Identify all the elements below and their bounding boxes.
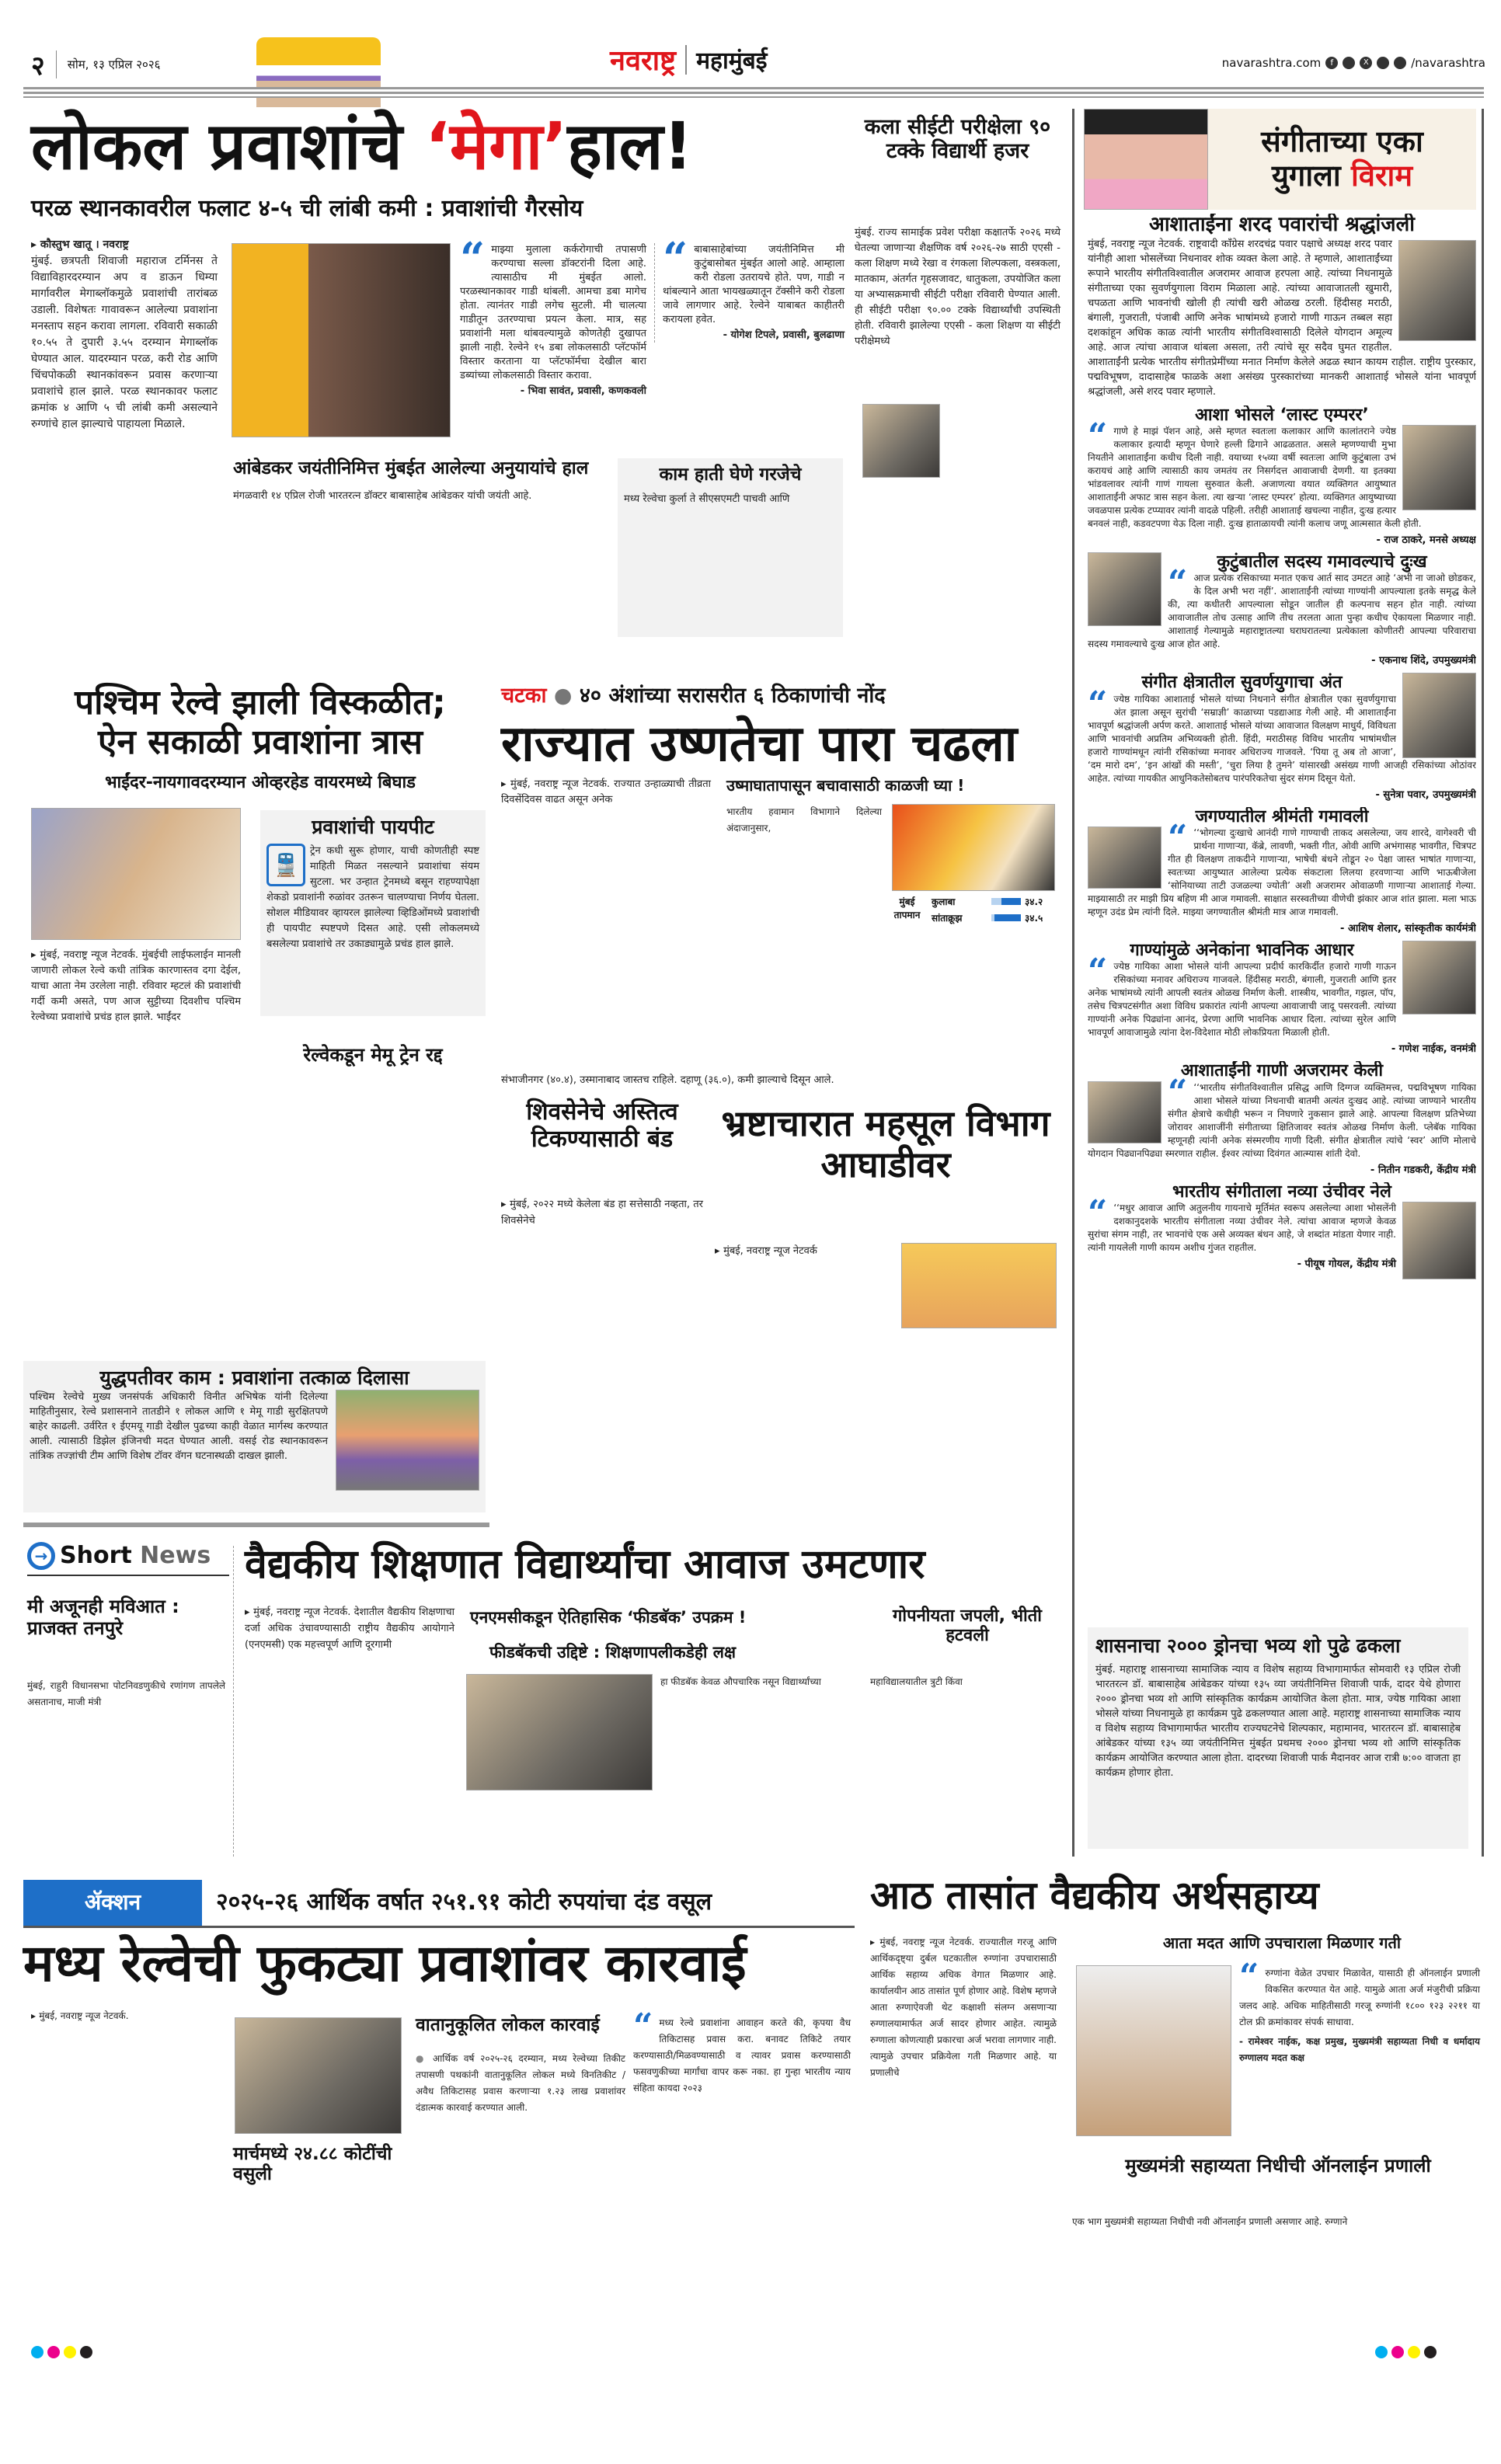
- quote-text: माझ्या मुलाला कर्करोगाची तपासणी करण्याचा सल्ला डॉक्टरांनी दिला आहे. त्यासाठीच मी मुंबईत आलो. परळस्थानकावर गाडी थांबली. आमचा डबा मागेच होता. त्यानंतर गाडी लगेच सुटली. मी चालत्या गाडीतून उतरण्याचा प्रयत्न केला. मात्र, सह प्रवाशांनी मला थांबवल्यामुळे कोणतेही दुखापत झाली नाही. रेल्वेने १५ डबा लोकलसाठी प्लॅटफॉर्म विस्तार करताना या प्लॅटफॉर्मचा देखील बारा डब्यांच्या लोकलसाठी विस्तार करावा.: [460, 244, 646, 381]
- site-url[interactable]: navarashtra.com: [1221, 56, 1322, 70]
- headline-line: पश्चिम रेल्वे झाली विस्कळीत;: [75, 683, 446, 722]
- body-text: मुंबई, नवराष्ट्र न्यूज नेटवर्क. देशातील वैद्यकीय शिक्षणाचा दर्जा अधिक उंचावण्यासाठी राष्ट्रीय वैद्यकीय आयोगाने (एनएमसी) एक महत्त्वपूर्ण आणि दूरगामी: [245, 1606, 454, 1651]
- western-railway-headline: [31, 684, 489, 762]
- tribute-title: भारतीय संगीताला नव्या उंचीवर नेले: [1172, 1182, 1391, 1202]
- box-title: प्रवाशांची पायपीट: [312, 816, 434, 838]
- quote-icon: “: [663, 233, 688, 284]
- thermometer-heat-photo: [892, 804, 1055, 891]
- asha-bhosle-photo: [1084, 109, 1208, 210]
- temperature-row: [932, 895, 1060, 908]
- temperature-bar-fill: [994, 914, 1021, 921]
- need-work-body: मध्य रेल्वेचा कुर्ला ते सीएसएमटी पाचवी आणि: [624, 493, 790, 506]
- quote-text: रुग्णांना वेळेत उपचार मिळावेत, यासाठी ही ऑनलाईन प्रणाली विकसित करण्यात येत आहे. यामुळे आता अर्ज मंजुरीची प्रक्रिया जलद आहे. अधिक माहितीसाठी गरजू रुग्णांनी १८०० १२३ २२११ या टोल फ्री क्रमांकावर संपर्क साधावा.: [1239, 1968, 1480, 2027]
- drone-show-box: [1088, 1627, 1468, 1849]
- short-news-label-b: News: [140, 1541, 211, 1569]
- quote-icon: “: [633, 2006, 653, 2046]
- quote-icon: “: [1168, 563, 1188, 604]
- short-news-body: मुंबई, राहुरी विधानसभा पोटनिवडणुकीचे रणांगण तापलेले असतानाच, माजी मंत्री: [27, 1680, 225, 1707]
- medical-headline: वैद्यकीय शिक्षणात विद्यार्थ्यांचा आवाज उमटणार: [245, 1541, 925, 1588]
- tribute-section: [1088, 405, 1476, 546]
- tribute-title: कुटुंबातील सदस्य गमावल्याचे दुःख: [1217, 552, 1427, 572]
- lead-headline-part: लोकल प्रवाशांचे: [31, 108, 426, 184]
- site-info: [1222, 56, 1485, 70]
- masthead-logo: [610, 40, 768, 78]
- x-icon[interactable]: X: [1360, 57, 1372, 69]
- linkedin-icon[interactable]: [1394, 57, 1406, 69]
- registration-dot: [1424, 2346, 1437, 2358]
- byline-text: कौस्तुभ खातू । नवराष्ट्र: [40, 238, 129, 251]
- ticket-checkers-photo: [235, 2017, 402, 2134]
- action-kicker: २०२५-२६ आर्थिक वर्षात २५१.९१ कोटी रुपयांचा दंड वसूल: [216, 1888, 712, 1916]
- logo-text: नवराष्ट्र: [610, 45, 677, 77]
- tribute-attribution: - सुनेत्रा पवार, उपमुख्यमंत्री: [1375, 788, 1476, 801]
- quote-attribution: - रामेश्वर नाईक, कक्ष प्रमुख, मुख्यमंत्री सहाय्यता निधी व धर्मादाय रुग्णालय मदत कक्ष: [1239, 2036, 1480, 2063]
- place-name: कुलाबा: [932, 896, 956, 907]
- ganesh-naik-photo: [1402, 941, 1476, 1014]
- short-news-headline: मी अजूनही मविआत : प्राजक्त तनपुरे: [27, 1596, 179, 1639]
- tribute-title: आशा भोसले ‘लास्ट एम्परर’: [1195, 405, 1369, 425]
- action-tag: ॲक्शन: [23, 1880, 202, 1927]
- edition-name: महामुंबई: [696, 47, 768, 75]
- tribute-section: [1088, 941, 1476, 1055]
- youtube-icon[interactable]: [1377, 57, 1389, 69]
- tribute-attribution: - आशिष शेलार, सांस्कृतीक कार्यमंत्री: [1340, 923, 1476, 935]
- need-work-box: [618, 458, 843, 637]
- tribute-attribution: - राज ठाकरे, मनसे अध्यक्ष: [1376, 534, 1476, 547]
- tribute-banner-line: संगीताच्या एका: [1261, 124, 1423, 159]
- medical-body: महाविद्यालयातील त्रुटी किंवा: [870, 1676, 963, 1687]
- ac-local-body: ● आर्थिक वर्ष २०२५-२६ दरम्यान, मध्य रेल्वेच्या तिकीट तपासणी पथकांनी वातानुकूलित लोकल मध्ये विनतिकीट / अवैध तिकिटासह प्रवास करणाऱ्या १.२३ लाख प्रवाशांवर दंडात्मक कारवाई करण्यात आली.: [416, 2053, 625, 2113]
- nitin-gadkari-photo: [1088, 1081, 1161, 1143]
- quote-icon: “: [1168, 818, 1188, 858]
- body-text: मुंबई, २०२२ मध्ये केलेला बंड हा सत्तेसाठी नव्हता, तर शिवसेनेचे: [501, 1199, 703, 1227]
- western-railway-body: ▸ मुंबई, नवराष्ट्र न्यूज नेटवर्क. मुंबईची लाईफलाईन मानली जाणारी लोकल रेल्वे कधी तांत्रिक कारणास्तव दगा देईल, याचा आता नेम उरलेला नाही. रविवार म्हटलं की प्रवाशांची गर्दी कमी असते, पण आज सुट्टीच्या दिवशीच पश्चिम रेल्वेच्या प्रवाशांचे प्रचंड हाल झाले. भाईंदर: [31, 949, 241, 1023]
- ac-local-subhead: वातानुकूलित लोकल कारवाई: [416, 2015, 600, 2035]
- medical-aid-quote: [1239, 1957, 1480, 2066]
- tribute-banner-highlight: विराम: [1351, 158, 1413, 193]
- lead-headline: [31, 109, 693, 184]
- page-info: [31, 47, 160, 82]
- body-text: मुंबई, नवराष्ट्र न्यूज नेटवर्क. राज्यातील गरजू आणि आर्थिकदृष्ट्या दुर्बल घटकातील रुग्णांना उपचारासाठी आर्थिक सहाय्य अधिक वेगात मिळणार आहे. कार्यालयीन आठ तासांत पूर्ण होणार आहे. विशेष म्हणजे आता रुग्णाऐवजी थेट कक्षाशी संलग्न असणाऱ्या रुग्णालयामार्फत अर्ज सादर होणार आहेत. त्यामुळे रुग्णाला कोणत्याही प्रकारचा अर्ज भरावा लागणार नाही. त्यामुळे उपचार प्रक्रियेला गती मिळणार आहे. या प्रणालीचे: [870, 1937, 1057, 2078]
- print-registration-dots: [31, 2346, 96, 2361]
- medical-students-photo: [466, 1674, 653, 1791]
- tribute-title: आशाताईंना शरद पवारांची श्रद्धांजली: [1149, 214, 1415, 236]
- quote-text: बाबासाहेबांच्या जयंतीनिमित्त मी कुटुंबासोबत मुंबईत आलो आहे. आम्हाला करी रोडला उतरायचे होते. पण, गाडी न थांबल्याने आता भायखळ्यातून टॅक्सीने करी रोडला जावे लागणार आहे. रेल्वेने याबाबत काहीतरी करायला हवेत.: [663, 244, 845, 325]
- heat-body: ▸ मुंबई, नवराष्ट्र न्यूज नेटवर्क. राज्यात उन्हाळ्याची तीव्रता दिवसेंदिवस वाढत असून अनेक: [501, 778, 711, 806]
- place-name: सांताक्रूझ: [932, 913, 963, 924]
- tribute-sections: [1088, 214, 1476, 1286]
- action-body: ▸ मुंबई, नवराष्ट्र न्यूज नेटवर्क.: [31, 2010, 129, 2021]
- temperature-bar-fill: [1001, 898, 1021, 905]
- train-icon: 🚆: [266, 844, 305, 886]
- quote-icon: “: [1088, 684, 1108, 724]
- bribe-cartoon: [901, 1243, 1057, 1328]
- body-text: मुंबई, नवराष्ट्र न्यूज नेटवर्क. राज्यात उन्हाळ्याची तीव्रता दिवसेंदिवस वाढत असून अनेक: [501, 778, 711, 806]
- temperature-row: [932, 911, 1060, 924]
- registration-dot: [80, 2346, 92, 2358]
- war-footing-box: [23, 1361, 486, 1512]
- tribute-title: जगण्यातील श्रीमंती गमावली: [1195, 806, 1369, 827]
- walking-passengers-box: [260, 810, 486, 1016]
- page-number: २: [31, 50, 45, 82]
- tribute-section: [1088, 1182, 1476, 1279]
- section-rule: [23, 1523, 489, 1527]
- headline-line: ऐन सकाळी प्रवाशांना त्रास: [98, 722, 423, 762]
- body-text: मुंबई, नवराष्ट्र न्यूज नेटवर्क.: [39, 2010, 129, 2021]
- medical-subhead: एनएमसीकडून ऐतिहासिक ‘फीडबॅक’ उपक्रम !: [470, 1608, 747, 1627]
- shivsena-headline: शिवसेनेचे अस्तित्व टिकण्यासाठी बंड: [526, 1098, 678, 1153]
- masthead-rule: [23, 87, 1484, 98]
- registration-dot: [47, 2346, 60, 2358]
- tribute-text: ‘‘भारतीय संगीतविश्वातील प्रसिद्ध आणि दिग्गज व्यक्तिमत्त्व, पद्मविभूषण गायिका आशा भोसले यांच्या निधनाची बातमी अत्यंत दुःखद आहे. त्यांच्या जाण्याने भारतीय संगीत क्षेत्राचे कधीही भरून न निघणारे नुकसान झाले आहे. आपल्या विलक्षण प्रतिभेच्या जोरावर आशाजींनी संगीताच्या क्षितिजावर स्वतंत्र ओळख निर्माण केली. प्लेबॅक गायिका म्हणूनही त्यांनी अनेक संस्मरणीय गाणी दिली. संगीत क्षेत्रातील त्यांचे ‘स्वर’ आणि मोलाचे योगदान पिढ्यानपिढ्या स्मरणात राहील. ईश्वर त्यांच्या दिवंगत आत्म्यास शांती देवो.: [1088, 1081, 1476, 1159]
- tribute-attribution: - पीयूष गोयल, केंद्रीय मंत्री: [1297, 1258, 1396, 1270]
- issue-date: सोम, १३ एप्रिल २०२६: [67, 57, 161, 71]
- lead-quote-1: [460, 233, 646, 398]
- tribute-section: [1088, 214, 1476, 399]
- corruption-headline: भ्रष्टाचारात महसूल विभाग आघाडीवर: [721, 1102, 1050, 1185]
- heatstroke-subhead: उष्माघातापासून बचावासाठी काळजी घ्या !: [726, 776, 965, 795]
- lead-headline-part: हाल!: [567, 108, 693, 184]
- cm-relief-body: एक भाग मुख्यमंत्री सहाय्यता निधीची नवी ऑनलाईन प्रणाली असणार आहे. रुग्णाने: [1072, 2216, 1348, 2227]
- temp-label: तापमान: [893, 910, 921, 921]
- tribute-section: [1088, 807, 1476, 934]
- tribute-attribution: - नितीन गडकरी, केंद्रीय मंत्री: [1370, 1164, 1476, 1176]
- sunetra-pawar-photo: [1402, 673, 1476, 758]
- tribute-text: गाणे हे माझं पॅशन आहे, असे म्हणत स्वतःला कलाकार आणि कालांतराने ज्येष्ठ कलाकार इत्यादी म्हणून घेणारे हल्ली ढिगाने आढळतात. असले म्हणण्याची मुभा नियतीने आशाताईंना कधीच दिली नाही. वयाच्या १५व्या वर्षी स्वतःला आणि कुटुंबाला उभं करायचं आहे आणि त्यासाठी काय जमतंय तर निसर्गदत्त आवाजाची देणगी. या इतक्या भांडवलावर त्यांनी गाणं गायला सुरुवात केली. अजाणत्या वयात व्यक्तिगत आयुष्यात आशाताईंनी अफाट त्रास सहन केला. त्या खऱ्या ‘लास्ट एम्परर’ होत्या. व्यक्तिगत आयुष्याच्या जवळपास प्रत्येक टप्प्यावर त्यांनी वादळे पहिली. तरीही आशाताई खचल्या नाहीत, दुःख हत्यार बनवलं नाही, कडवटपणा येऊ दिला नाही. दुःख हाताळायची त्यांनी कलाच जणू आत्मसात केली होती.: [1088, 426, 1422, 530]
- lead-body: [31, 237, 218, 433]
- body-text: मुंबई, नवराष्ट्र न्यूज नेटवर्क. मुंबईची लाईफलाईन मानली जाणारी लोकल रेल्वे कधी तांत्रिक कारणास्तव दगा देईल, याचा आता नेम उरलेला नाही. रविवार म्हटलं की प्रवाशांची गर्दी कमी असते, पण आज सुट्टीच्या दिवशीच पश्चिम रेल्वेच्या प्रवाशांचे प्रचंड हाल झाले. भाईंदर: [31, 949, 241, 1023]
- kicker-label: चटका: [501, 684, 547, 708]
- sharad-pawar-photo: [1398, 240, 1476, 341]
- drone-body: मुंबई. महाराष्ट्र शासनाच्या सामाजिक न्याय व विशेष सहाय्य विभागामार्फत सोमवारी १३ एप्रिल रोजी भारतरत्न डॉ. बाबासाहेब आंबेडकर यांच्या १३५ व्या जयंतीनिमित्त शिवाजी पार्क, दादर येथे होणारा २००० ड्रोनचा भव्य शो आणि सांस्कृतिक कार्यक्रम आयोजित केला होता. मात्र, ज्येष्ठ गायिका आशा भोसले यांच्या निधनामुळे हा कार्यक्रम पुढे ढकलण्यात आला आहे. महाराष्ट्र शासनाच्या सामाजिक न्याय व विशेष सहाय्य विभागामार्फत भारतीय राज्यघटनेचे शिल्पकार, महामानव, भारतरत्न डॉ. बाबासाहेब आंबेडकर यांच्या १३५ व्या जयंतीनिमित्त मुंबईत प्रथमच २००० ड्रोनचा भव्य शो आणि सांस्कृतिक कार्यक्रम आयोजित करण्यात आला होता. दादरच्या शिवाजी पार्क मैदानवर आज रात्री ७:०० वाजता हा कार्यक्रम होणार होता.: [1095, 1663, 1461, 1779]
- quote-icon: “: [1239, 1957, 1259, 1996]
- quote-text: मध्य रेल्वे प्रवाशांना आवाहन करते की, कृपया वैध तिकिटासह प्रवास करा. बनावट तिकिटे तयार करण्यासाठी/मिळवण्यासाठी व त्यावर प्रवास करण्यासाठी फसवणुकीच्या मार्गांचा वापर करू नका. हा गुन्हा भारतीय न्याय संहिता कायदा २०२३: [633, 2017, 851, 2093]
- box-body: ट्रेन कधी सुरू होणार, याची कोणतीही स्पष्ट माहिती मिळत नसल्याने प्रवाशांचा संयम सुटला. भर उन्हात ट्रेनमध्ये बसून राहण्यापेक्षा शेकडो प्रवाशांनी रुळांवर उतरून चालण्याचा निर्णय घेतला. सोशल मीडियावर व्हायरल झालेल्या व्हिडिओंमध्ये प्रवाशांची ही पायपीट स्पष्टपणे दिसत आहे. एसी लोकलमध्ये बसलेल्या प्रवाशांचे तर उकाड्यामुळे प्रचंड हाल झाले.: [266, 844, 479, 950]
- lead-headline-highlight: ‘मेगा’: [425, 108, 568, 184]
- quote-icon: “: [1168, 1072, 1188, 1112]
- body-text: मुंबई, नवराष्ट्र न्यूज नेटवर्क: [723, 1245, 817, 1257]
- tribute-attribution: - गणेश नाईक, वनमंत्री: [1391, 1043, 1476, 1056]
- local-train-photo: [336, 1390, 479, 1491]
- piyush-goyal-photo: [1402, 1202, 1476, 1279]
- tribute-attribution: - एकनाथ शिंदे, उपमुख्यमंत्री: [1371, 655, 1476, 667]
- registration-dot: [31, 2346, 44, 2358]
- lead-body-text: मुंबई. छत्रपती शिवाजी महाराज टर्मिनस ते विद्याविहारदरम्यान अप व डाऊन धिम्या मार्गावरील मेगाब्लॉकमुळे प्रवाशांची तारांबळ उडाली. विशेषतः गावावरून आलेल्या प्रवाशांना मनस्ताप सहन करावा लागला. रविवारी सकाळी १०.५५ ते दुपारी ३.५५ दरम्यान मेगाब्लॉक घेण्यात आल. यादरम्यान परळ, करी रोड आणि चिंचपोकळी स्थानकांवरून प्रवास करणाऱ्या प्रवाशांचे हाल झाले. परळ स्थानकावर फलाट क्रमांक ४ आणि ५ ची लांबी कमी असल्याने रुग्णांचे हाल झाल्याचे पाहायला मिळाले.: [31, 255, 218, 430]
- drone-headline: शासनाचा २००० ड्रोनचा भव्य शो पुढे ढकला: [1095, 1634, 1401, 1657]
- corruption-body: ▸ मुंबई, नवराष्ट्र न्यूज नेटवर्क: [715, 1245, 817, 1257]
- raj-thackeray-photo: [1402, 425, 1476, 510]
- medical-subhead: गोपनीयता जपली, भीती हटवली: [893, 1606, 1042, 1646]
- tribute-section: [1088, 673, 1476, 800]
- column-divider: [233, 1546, 234, 1857]
- tribute-text: आज प्रत्येक रसिकाच्या मनात एकच आर्त साद उमटत आहे ‘अभी ना जाओ छोडकर, के दिल अभी भरा नहीं’. आशाताईंनी त्यांच्या गाण्यांनी आपल्याला इतके समृद्ध केले की, त्या कधीतरी आपल्याला सोडून जातील ही कल्पनाच सहन होत नाही. त्यांच्या आवाजातील तोच उत्साह आणि तीच तरलता आता पुन्हा कधीच ऐकायला मिळणार नाही. आशाताई गेल्यामुळे महाराष्ट्रातल्या घराघरातल्या प्रत्येकाला कोणीतरी आपल्या परिवाराचा सदस्य गमावल्याचे दुःख आज होत आहे.: [1088, 572, 1476, 650]
- quote-icon: “: [1088, 1192, 1108, 1233]
- tribute-text: ज्येष्ठ गायिका आशा भोसले यांनी आपल्या प्रदीर्घ कारकिर्दीत हजारो गाणी गाऊन रसिकांच्या मनावर अधिराज्य गाजवले. हिंदीसह मराठी, बंगाली, गुजराती आणि इतर अनेक भाषांमध्ये त्यांनी आपली स्वतंत्र ओळख निर्माण केली. शास्त्रीय, भावगीत, गझल, पॉप, तसेच चित्रपटसंगीत अशा विविध प्रकारांत त्यांनी आपल्या आवाजाची जादू पसरवली. त्यांच्या गाण्यांनी अनेक पिढ्यांना आनंद, प्रेरणा आणि भावनिक आधार दिला. त्यांच्या सुरेल आणि भावपूर्ण आवाजामुळे त्यांना देश-विदेशात मोठी लोकप्रियता मिळाली होती.: [1088, 961, 1396, 1039]
- arrow-icon: →: [27, 1542, 55, 1570]
- tribute-text: मुंबई, नवराष्ट्र न्यूज नेटवर्क. राष्ट्रवादी काँग्रेस शरदचंद्र पवार पक्षाचे अध्यक्ष शरद पवार यांनीही आशा भोसलेंच्या निधनावर शोक व्यक्त केला आहे. ते म्हणाले, आशाताईंच्या रूपाने भारतीय संगीतविश्वातील अजरामर आवाज हरपला आहे. त्यांच्या निधनामुळे संगीताच्या एका सुवर्णयुगाला विराम मिळाला आहे. त्यांच्या आवाजातली खुमारी, चपळता आणि भावनांची खोली ही त्यांची खरी ओळख ठरली. हिंदीसह मराठी, बंगाली, गुजराती, पंजाबी आणि अनेक भाषांमध्ये हजारो गाणी गाऊन तब्बल सहा दशकांहून अधिक काळ त्यांनी भारतीय संगीतविश्वासाठी दिलेले योगदान अमूल्य आहे. आज त्यांचा आवाज थांबला असला, तरी त्यांचे सूर सदैव घुमत राहतील. आशाताईंनी प्रत्येक भारतीय संगीतप्रेमींच्या मनात निर्माण केलेले अढळ स्थान कायम राहील. राष्ट्रीय पुरस्कार, पद्मविभूषण, दादासाहेब फाळके अशा असंख्य पुरस्कारांच्या मानकरी आशाताई भोसले यांना भावपूर्ण श्रद्धांजली, असे शरद पवार म्हणाले.: [1088, 238, 1476, 398]
- print-registration-dots: [1375, 2346, 1440, 2361]
- cm-relief-subhead: मुख्यमंत्री सहाय्यता निधीची ऑनलाईन प्रणाली: [1125, 2155, 1431, 2177]
- tribute-text: ज्येष्ठ गायिका आशाताई भोसले यांच्या निधनाने संगीत क्षेत्रातील एका सुवर्णयुगाचा अंत झाला असून सुरांची ‘सम्राज्ञी’ काळाच्या पडद्याआड गेली आहे. मी आशाताईंना भावपूर्ण श्रद्धांजली अर्पण करते. आशाताई भोसले यांच्या आवाजात विलक्षण माधुर्य, विविधता आणि भावनांची अप्रतिम अभिव्यक्ती होती. हिंदी, मराठीसह विविध भारतीय भाषांमधील हजारो गाण्यांमधून त्यांनी रसिकांच्या मनावर अधिराज्य गाजवले. ‘पिया तू अब तो आजा’, ‘दम मारो दम’, ‘इन आंखों की मस्ती’, ‘चुरा लिया है तुमने’ यांसारखी असंख्य गाणी आजही रसिकांच्या ओठांवर आहेत. त्यांच्या गायकीत आधुनिकतेसोबतच पारंपरिकतेचा सुंदर संगम दिसून येतो.: [1088, 693, 1476, 784]
- quote-icon: “: [1088, 952, 1108, 992]
- body-text: आर्थिक वर्ष २०२५-२६ दरम्यान, मध्य रेल्वेच्या तिकीट तपासणी पथकांनी वातानुकूलित लोकल मध्ये विनतिकीट / अवैध तिकिटासह प्रवास करणाऱ्या १.२३ लाख प्रवाशांवर दंडात्मक कारवाई करण्यात आली.: [416, 2053, 625, 2113]
- need-work-title: काम हाती घेणे गरजेचे: [659, 465, 802, 485]
- quote-icon: “: [460, 233, 486, 284]
- kicker-text: ४० अंशांच्या सरासरीत ६ ठिकाणांची नोंद: [579, 684, 886, 708]
- ambedkar-subhead: आंबेडकर जयंतीनिमित्त मुंबईत आलेल्या अनुयायांचे हाल: [233, 458, 589, 479]
- registration-dot: [1375, 2346, 1388, 2358]
- eknath-shinde-photo: [1088, 552, 1161, 626]
- tribute-text: ‘‘मधुर आवाज आणि अतुलनीय गायनाचे मूर्तिमंत स्वरूप असलेल्या आशा भोसलेंनी दशकानुदशके भारतीय संगीताला नव्या उंचीवर नेले. त्यांचा आवाज म्हणजे केवळ सुरांचा संगम नाही, तर भावनांचे एक असे अव्यक्त बंधन आहे, जे शब्दांत मांडता येणार नाही. त्यांनी गायलेली गाणी कायम अशीच गुंजत राहतील.: [1088, 1202, 1396, 1253]
- laptop-photo: [1076, 1965, 1231, 2136]
- short-news-label-a: Short: [60, 1541, 141, 1569]
- short-news-label: [27, 1542, 229, 1576]
- temperature-bar: [991, 914, 1021, 921]
- temperature-bar: [991, 898, 1021, 905]
- memu-cancelled-title: रेल्वेकडून मेमू ट्रेन रद्द: [303, 1044, 443, 1066]
- temperature-value: ३४.२: [1025, 896, 1043, 907]
- tribute-text: ‘‘भोगल्या दुःखाचे आनंदी गाणे गाण्याची ताकद असलेल्या, जय शारदे, वागेश्वरी ची प्रार्थना गाणाऱ्या, कॅब्रे, लावणी, भक्ती गीत, ओवी आणि अभंगासह भावगीत, चित्रपट गीत ही विलक्षण ताकदीने गाणाऱ्या, भाषेची बंधने तोडून २० पेक्षा जास्त भाषांत गाणाऱ्या, स्वतःच्या आयुष्यात आलेल्या प्रत्येक संकटाला लिलया हरवणाऱ्या आणि भाऊबीजेला ‘सोनियाच्या ताटी उजळल्या ज्योती’ अशी अजरामर ओवाळणी गाणाऱ्या आशाताई गेल्या. माझ्यासाठी तर माझी प्रिय बहिण मी आज गमावली. साक्षात सरस्वतीच्या वीणेची झंकार आज शांत झाला. मला भाऊ म्हणून उदंड प्रेम त्यांनी दिले. माझ्या जगण्यातील श्रीमंती मात्र आज गमावली.: [1088, 827, 1476, 918]
- tribute-title: आशाताईंनी गाणी अजरामर केली: [1180, 1061, 1384, 1081]
- passengers-on-tracks-photo: [31, 808, 241, 940]
- heat-body-continued: संभाजीनगर (४०.४), उस्मानाबाद जास्तच राहिले. दहाणू (३६.०), कमी झाल्याचे दिसून आले.: [501, 1074, 834, 1086]
- march-recovery-subhead: मार्चमध्ये २४.८८ कोटींची वसुली: [233, 2144, 392, 2185]
- social-handle: /navarashtra: [1411, 56, 1485, 70]
- lead-quote-2: [654, 233, 845, 343]
- tribute-title: संगीत क्षेत्रातील सुवर्णयुगाचा अंत: [1141, 673, 1343, 693]
- tribute-section: [1088, 1061, 1476, 1175]
- registration-dot: [64, 2346, 76, 2358]
- action-headline: मध्य रेल्वेची फुकट्या प्रवाशांवर कारवाई: [23, 1933, 747, 1993]
- action-banner: [23, 1880, 855, 1928]
- cet-headline: कला सीईटी परीक्षेला ९० टक्के विद्यार्थी हजर: [864, 115, 1051, 164]
- byline: ▸ कौस्तुभ खातू । नवराष्ट्र: [31, 238, 129, 251]
- tribute-section: [1088, 552, 1476, 666]
- registration-dot: [1391, 2346, 1404, 2358]
- tribute-banner-line: युगाला: [1271, 158, 1352, 193]
- registration-dot: [1408, 2346, 1420, 2358]
- ashish-shelar-photo: [1088, 827, 1161, 889]
- heat-kicker: चटका ● ४० अंशांच्या सरासरीत ६ ठिकाणांची नोंद: [501, 684, 886, 708]
- railway-appeal-quote: [633, 2006, 851, 2097]
- medical-aid-body: ▸ मुंबई, नवराष्ट्र न्यूज नेटवर्क. राज्यातील गरजू आणि आर्थिकदृष्ट्या दुर्बल घटकातील रुग्णांना उपचारासाठी आर्थिक सहाय्य अधिक वेगात मिळणार आहे. कार्यालयीन आठ तासांत पूर्ण होणार आहे. विशेष म्हणजे आता रुग्णाऐवजी थेट कक्षाशी संलग्न असणाऱ्या रुग्णालयामार्फत अर्ज सादर होणार आहेत. त्यामुळे रुग्णाला कोणत्याही प्रकारचा अर्ज भरावा लागणार नाही. त्यामुळे उपचार प्रक्रियेला गती मिळणार आहे. या प्रणालीचे: [870, 1937, 1057, 2078]
- tribute-banner: [1084, 109, 1476, 210]
- quote-attribution: - भिवा सावंत, प्रवासी, कणकवली: [520, 385, 646, 397]
- cet-body: मुंबई. राज्य सामाईक प्रवेश परीक्षा कक्षातर्फे २०२६ मध्ये घेतल्या जाणाऱ्या शैक्षणिक वर्ष २०२६-२७ साठी एएसी - कला शिक्षण मध्ये रेखा व रंगकला शिल्पकला, वस्त्रकला, मातकाम, अंतर्गत गृहसजावट, धातुकला, उपयोजित कला या अभ्यासक्रमाची सीईटी परीक्षा रविवारी घेण्यात आली. ही सीईटी परीक्षा ९०.०० टक्के विद्यार्थ्यांची उपस्थिती होती. रविवारी झालेल्या एएसी - कला शिक्षण या सीईटी परीक्षेमध्ये: [855, 227, 1060, 347]
- tribute-title: गाण्यांमुळे अनेकांना भावनिक आधार: [1130, 941, 1354, 961]
- medical-aid-headline: आठ तासांत वैद्यकीय अर्थसहाय्य: [870, 1873, 1319, 1918]
- temp-label: मुंबई: [899, 896, 915, 907]
- facebook-icon[interactable]: f: [1325, 57, 1338, 69]
- instagram-icon[interactable]: [1343, 57, 1355, 69]
- box-body: पश्चिम रेल्वेचे मुख्य जनसंपर्क अधिकारी विनीत अभिषेक यांनी दिलेल्या माहितीनुसार, रेल्वे प्रशासनाने तातडीने १ लोकल आणि १ मेमू गाडी सुरक्षितपणे बाहेर काढली. उर्वरित १ ईएमयू गाडी देखील पुढच्या काही वेळात मार्गस्थ करण्यात आली. त्यासाठी डिझेल इंजिनची मदत घेण्यात आली. वसई रोड स्थानकावरून तांत्रिक तज्ज्ञांची टीम आणि विशेष टॉवर वॅगन घटनास्थळी दाखल झाली.: [30, 1390, 328, 1462]
- medical-body: हा फीडबॅक केवळ औपचारिक नसून विद्यार्थ्यांच्या: [660, 1676, 821, 1687]
- quote-icon: “: [1088, 416, 1108, 457]
- medical-body: ▸ मुंबई, नवराष्ट्र न्यूज नेटवर्क. देशातील वैद्यकीय शिक्षणाचा दर्जा अधिक उंचावण्यासाठी राष्ट्रीय वैद्यकीय आयोगाने (एनएमसी) एक महत्त्वपूर्ण आणि दूरगामी: [245, 1606, 454, 1651]
- temperature-value: ३४.५: [1025, 913, 1043, 924]
- quote-attribution: - योगेश टिपले, प्रवासी, बुलढाणा: [723, 329, 845, 341]
- shivsena-body: ▸ मुंबई, २०२२ मध्ये केलेला बंड हा सत्तेसाठी नव्हता, तर शिवसेनेचे: [501, 1199, 703, 1227]
- lead-photo-crowd: [232, 243, 451, 437]
- medical-subhead: फीडबॅकची उद्दिष्टे : शिक्षणापलीकडेही लक्ष: [489, 1643, 737, 1662]
- lead-subhead: परळ स्थानकावरील फलाट ४-५ ची लांबी कमी : प्रवाशांची गैरसोय: [31, 195, 583, 222]
- western-railway-subhead: भाईंदर-नायगावदरम्यान ओव्हरहेड वायरमध्ये बिघाड: [105, 773, 416, 792]
- ambedkar-body: मंगळवारी १४ एप्रिल रोजी भारतरत्न डॉक्टर बाबासाहेब आंबेडकर यांची जयंती आहे.: [233, 490, 532, 502]
- mumbai-temperature-table: [886, 895, 1060, 927]
- heatstroke-body: भारतीय हवामान विभागाने दिलेल्या अंदाजानुसार,: [726, 806, 882, 834]
- heat-headline: राज्यात उष्णतेचा पारा चढला: [501, 715, 1018, 773]
- box-title: युद्धपतीवर काम : प्रवाशांना तत्काळ दिलासा: [99, 1366, 409, 1389]
- medical-aid-subhead: आता मदत आणि उपचाराला मिळणार गती: [1162, 1933, 1402, 1952]
- cet-photo-student: [862, 404, 940, 478]
